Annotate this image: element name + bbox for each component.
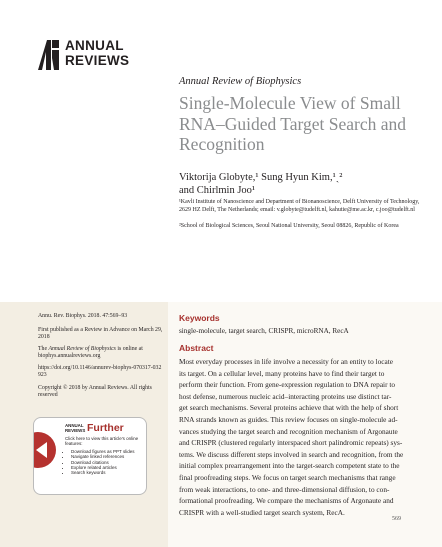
- abstract-line: CRISPR with a well-studied target search system, RecA.: [179, 507, 345, 517]
- journal-name: Annual Review of Biophysics: [179, 76, 302, 87]
- abstract-line: get search mechanisms. Several proteins achieve that with the help of short: [179, 403, 399, 413]
- annual-reviews-logo-icon: [38, 40, 59, 70]
- further-item[interactable]: • Explore related articles: [71, 465, 145, 470]
- author-line: Viktorija Globyte,¹ Sung Hyun Kim,¹ˎ²: [179, 172, 343, 183]
- logo-line-reviews: REVIEWS: [65, 53, 130, 68]
- online-info: [38, 346, 163, 361]
- online-prefix: The: [38, 346, 49, 352]
- copyright: Copyright © 2018 by Annual Reviews. All rights reserved: [38, 385, 152, 399]
- abstract-line: host defense, numerous nucleic acid–interacting proteins use distinct tar-: [179, 391, 392, 401]
- play-icon: [36, 442, 47, 458]
- logo-wordmark: [65, 38, 129, 68]
- doi-link[interactable]: https://doi.org/10.1146/annurev-biophys-070317-032923: [38, 365, 162, 379]
- further-item[interactable]: • Download citations: [71, 460, 145, 465]
- abstract-line: final proofreading steps. We focus on target search mechanisms that range: [179, 472, 396, 482]
- further-intro: Click here to view this article's online features:: [65, 436, 139, 447]
- further-item[interactable]: • Search keywords: [71, 470, 145, 475]
- annual-reviews-logo: [38, 38, 158, 72]
- first-published: First published as a Review in Advance on March 29, 2018: [38, 327, 163, 341]
- further-brand: [65, 423, 85, 433]
- further-brand-top: ANNUAL: [65, 423, 84, 428]
- abstract-line: initial complex prearrangement into the target-search competent state to the: [179, 461, 400, 471]
- article-title: Single-Molecule View of Small RNA–Guided Target Search and Recognition: [179, 93, 407, 154]
- citation: Annu. Rev. Biophys. 2018. 47:569–93: [38, 313, 128, 319]
- abstract-line: and CRISPR (clustered regularly interspaced short palindromic repeats) sys-: [179, 438, 403, 448]
- keywords-heading: Keywords: [179, 313, 220, 323]
- further-features-box[interactable]: [33, 417, 147, 495]
- affiliation-2: ²School of Biological Sciences, Seoul National University, Seoul 08826, Republic of Korea: [179, 223, 399, 229]
- abstract-line: RNA strands known as guides. This review focuses on single-molecule ad-: [179, 414, 398, 424]
- keywords-text: single-molecule, target search, CRISPR, microRNA, RecA: [179, 327, 349, 335]
- logo-line-annual: ANNUAL: [65, 38, 124, 53]
- abstract-line: from weak interactions, to one- and three-dimensional diffusion, to con-: [179, 484, 390, 494]
- author-line: and Chirlmin Joo¹: [179, 185, 256, 196]
- abstract-line: Most everyday processes in life involve a necessity for an entity to locate: [179, 357, 393, 366]
- further-item[interactable]: • Download figures as PPT slides: [71, 449, 145, 454]
- abstract-line: formational proofreading. We compare the mechanisms of Argonaute and: [179, 496, 394, 506]
- online-journal: Annual Review of Biophysics: [48, 346, 116, 352]
- abstract-heading: Abstract: [179, 343, 214, 353]
- abstract-line: perform their function. From gene-expression regulation to DNA repair to: [179, 380, 396, 390]
- further-body: [65, 436, 145, 476]
- further-list: [65, 449, 145, 476]
- further-title: Further: [87, 422, 124, 434]
- abstract-line: its target. On a cellular level, many proteins have to find their target to: [179, 368, 385, 378]
- online-suffix: is online at biophys.annualreviews.org: [38, 346, 143, 360]
- affiliation-1: ¹Kavli Institute of Nanoscience and Department of Bionanoscience, Delft University of Technology, 2629 HZ Delft, The Netherlands; email: v.globyte@tudelft.nl, kahutie@me.ac.kr, c.joo@tudelft.nl: [179, 199, 420, 213]
- page-number: 569: [392, 516, 401, 522]
- abstract-line: tems. We discuss different steps involved in search and recognition, from the: [179, 449, 404, 459]
- abstract-line: vances studying the target search and recognition mechanism of Argonaute: [179, 426, 398, 436]
- author-list: [179, 171, 419, 197]
- further-brand-bottom: REVIEWS: [65, 428, 86, 433]
- abstract-text: [179, 356, 420, 518]
- further-item[interactable]: • Navigate linked references: [71, 454, 145, 459]
